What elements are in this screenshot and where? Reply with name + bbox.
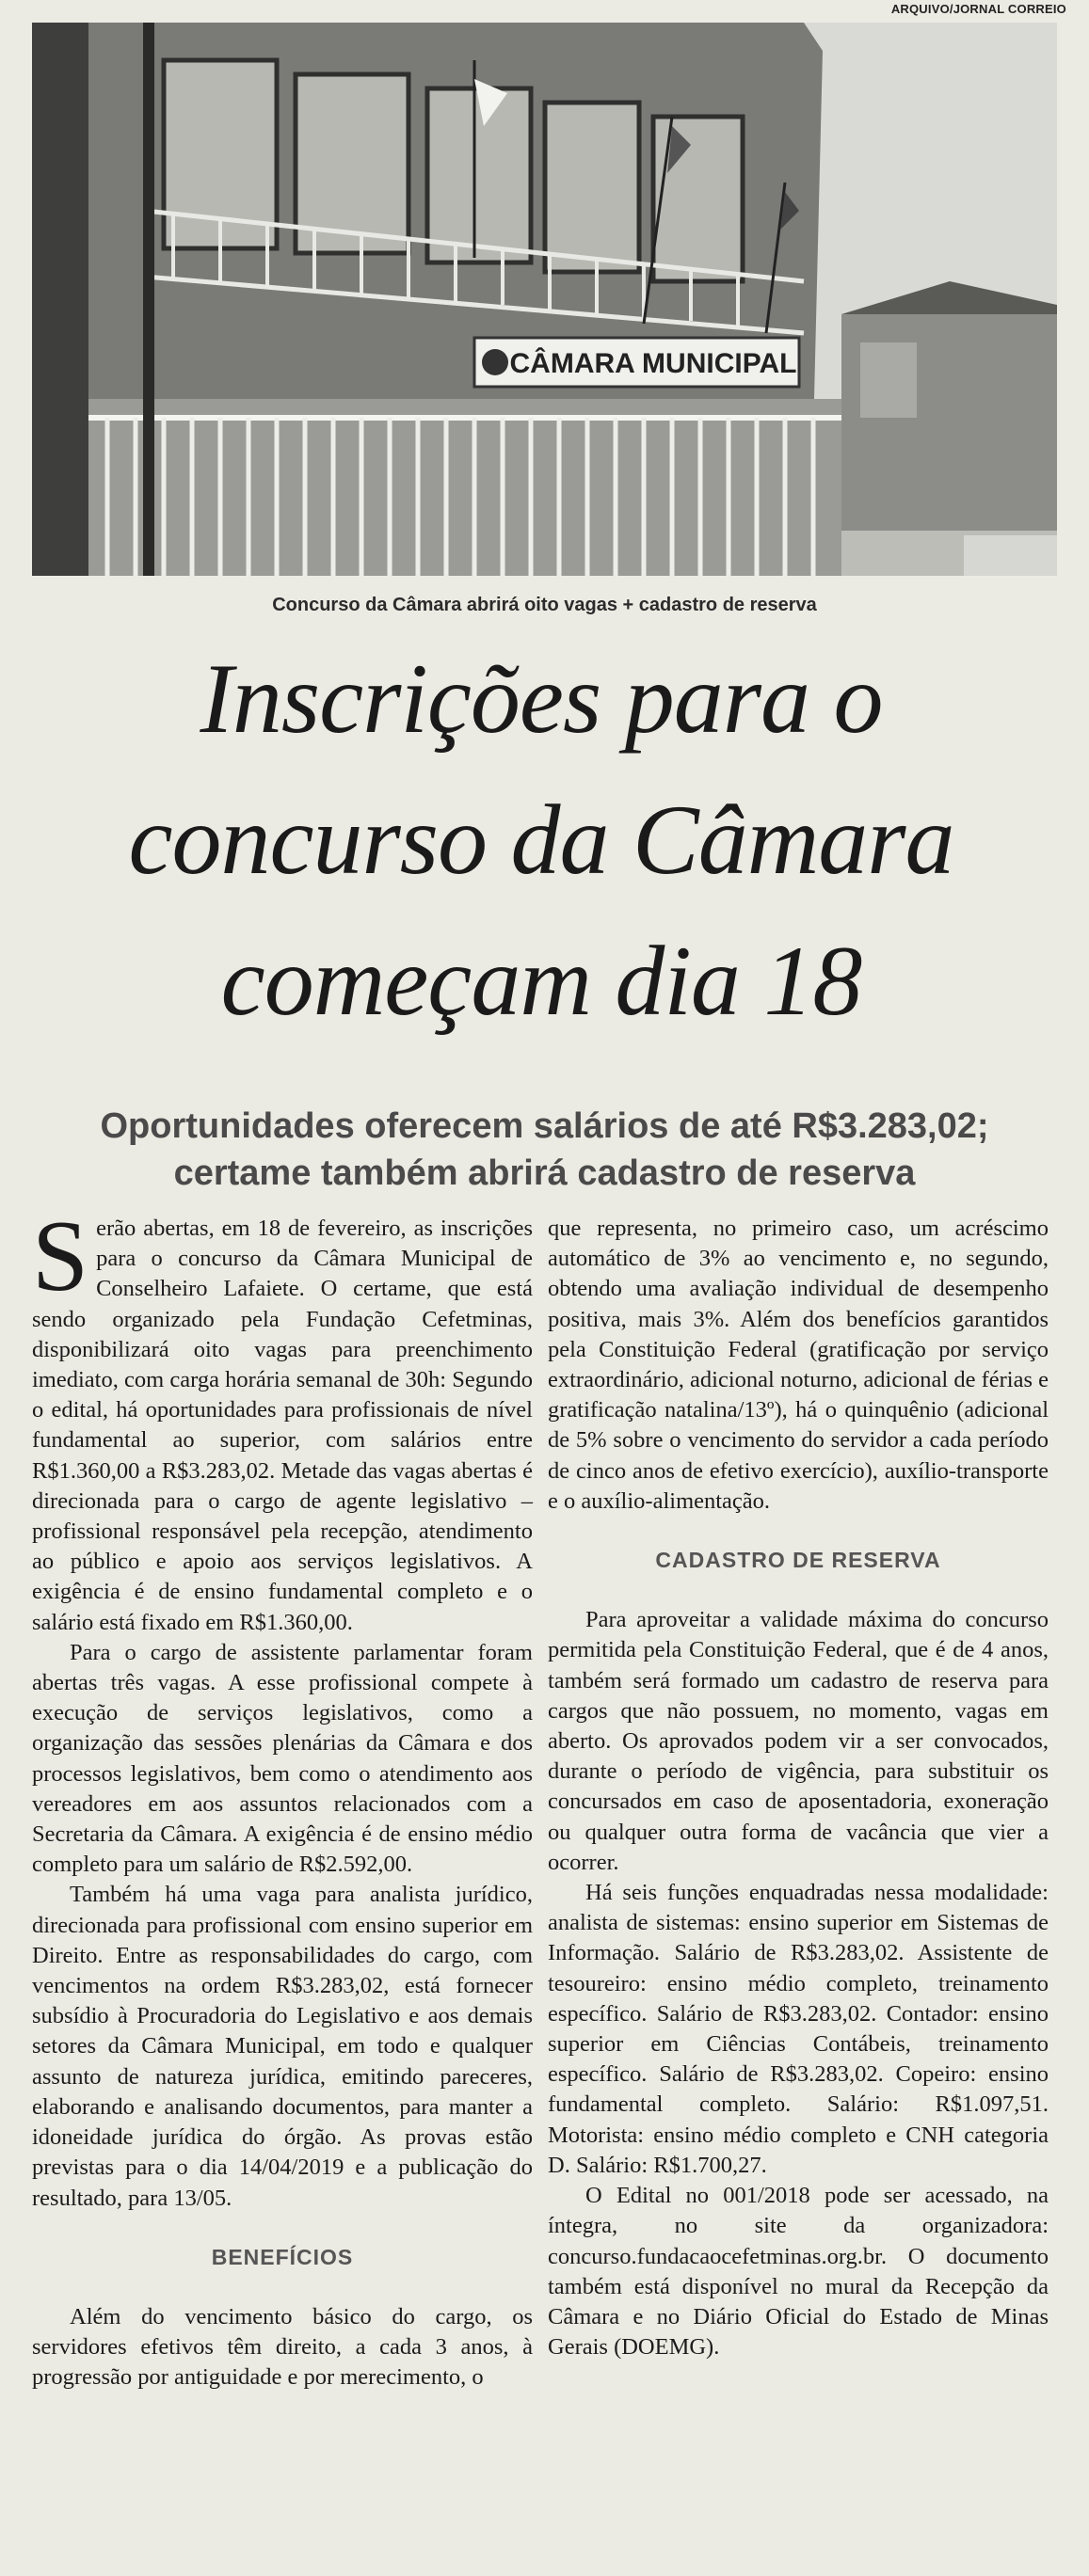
article-paragraph: Há seis funções enquadradas nessa modalidade: analista de sistemas: ensino superior em Sistemas de Informação. Salário de R$3.283,02. Assistente de tesoureiro: ensino médio completo, treinamento específico. Salário de R$3.283,02. Contador: ensino superior em Ciências Contábeis, treinamento específico. Salário de R$3.283,02. Copeiro: ensino fundamental completo. Salário: R$1.097,51. Motorista: ensino médio completo e CNH categoria D. Salário: R$1.700,27.	[548, 1880, 1049, 2178]
article-paragraph: que representa, no primeiro caso, um acréscimo automático de 3% ao vencimento e, no segundo, obtendo uma avaliação individual de desempenho positiva, mais 3%. Além dos benefícios garantidos pela Constituição Federal (gratificação por serviço extraordinário, adicional noturno, adicional de férias e gratificação natalina/13º), há o quinquênio (adicional de 5% sobre o vencimento do servidor a cada período de cinco anos de efetivo exercício), auxílio-transporte e o auxílio-alimentação.	[548, 1216, 1049, 1514]
article-paragraph: Também há uma vaga para analista jurídico, direcionada para profissional com ensino superior em Direito. Entre as responsabilidades do cargo, com vencimentos na ordem R$3.283,02, está fornecer subsídio à Procuradoria do Legislativo e aos demais setores da Câmara Municipal, em todo e qualquer assunto de natureza jurídica, emitindo pareceres, elaborando e analisando documentos, para manter a idoneidade jurídica do órgão. As provas estão previstas para o dia 14/04/2019 e a publicação do resultado, para 13/05.	[32, 1882, 533, 2211]
photo-caption: Concurso da Câmara abrirá oito vagas + cadastro de reserva	[272, 595, 817, 615]
headline-line-1: Inscrições para o	[200, 644, 883, 754]
article-paragraph	[32, 1201, 533, 1638]
dropcap: S	[32, 1201, 89, 1312]
article-paragraph: Para o cargo de assistente parlamentar foram abertas três vagas. A esse profissional compete à execução de serviços legislativos, como a organização das sessões plenárias da Câmara e dos processos legislativos, bem como o atendimento aos vereadores em aos assuntos relacionados com a Secretaria da Câmara. A exigência é de ensino médio completo para um salário de R$2.592,00.	[32, 1639, 533, 1878]
section-heading-beneficios: BENEFÍCIOS	[211, 2244, 354, 2269]
photo-credit: ARQUIVO/JORNAL CORREIO	[890, 2, 1066, 16]
camara-building-image	[32, 23, 1057, 576]
article-paragraph: O Edital no 001/2018 pode ser acessado, na íntegra, no site da organizadora: concurso.fundacaocefetminas.org.br. O documento também está disponível no mural da Recepção da Câmara e no Diário Oficial do Estado de Minas Gerais (DOEMG).	[548, 2183, 1049, 2361]
subheadline-line-1: Oportunidades oferecem salários de até R$3.283,02;	[100, 1106, 989, 1146]
section-heading-cadastro-de-reserva: CADASTRO DE RESERVA	[655, 1548, 941, 1573]
building-sign: CÂMARA MUNICIPAL	[509, 348, 797, 379]
headline	[19, 628, 1064, 1052]
article-column-left	[32, 1201, 533, 2393]
article-column-right	[548, 1214, 1049, 2362]
article-paragraph: Além do vencimento básico do cargo, os servidores efetivos têm direito, a cada 3 anos, à progressão por antiguidade e por merecimento, o	[32, 2303, 533, 2391]
subheadline-line-2: certame também abrirá cadastro de reserva	[173, 1153, 916, 1193]
paragraph-text: erão abertas, em 18 de fevereiro, as inscrições para o concurso da Câmara Municipal de Conselheiro Lafaiete. O certame, que está sendo organizado pela Fundação Cefetminas, disponibilizará oito vagas para preenchimento imediato, com carga horária semanal de 30h: Segundo o edital, há oportunidades para profissionais de nível fundamental ao superior, com salários entre R$1.360,00 a R$3.283,02. Metade das vagas abertas é direcionada para o cargo de agente legislativo – profissional responsável pela recepção, atendimento ao público e apoio aos serviços legislativos. A exigência é de ensino fundamental completo e o salário está fixado em R$1.360,00.	[32, 1216, 533, 1635]
building-photo	[32, 23, 1057, 576]
headline-line-3: começam dia 18	[220, 926, 862, 1036]
headline-line-2: concurso da Câmara	[128, 785, 954, 895]
subheadline	[32, 1103, 1057, 1197]
article-paragraph: Para aproveitar a validade máxima do concurso permitida pela Constituição Federal, que é de 4 anos, também será formado um cadastro de reserva para cargos que não possuem, no momento, vagas em aberto. Os aprovados podem vir a ser convocados, durante o período de vigência, para substituir os concursados em caso de aposentadoria, exoneração ou qualquer outra forma de vacância que vier a ocorrer.	[548, 1607, 1049, 1875]
